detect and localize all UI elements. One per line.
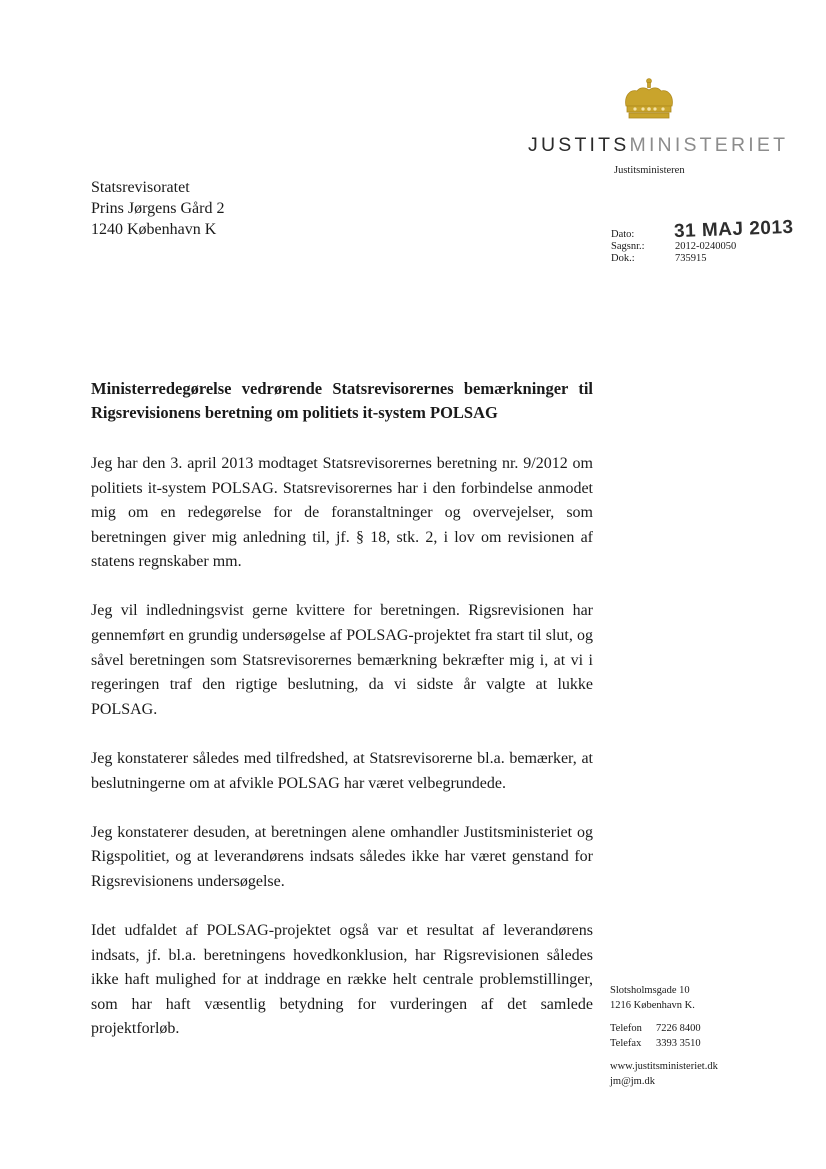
date-stamp: 31 MAJ 2013	[673, 216, 794, 243]
body-paragraph: Jeg vil indledningsvist gerne kvittere for beretningen. Rigsrevisionen har gennemført en grundig undersøgelse af POLSAG-projektet fra start til slut, og såvel beretningen som Statsrevisorernes bemærkning bekræfter mig i, at vi i regeringen traf den rigtige beslutning, da vi sidste år valgte at lukke POLSAG.	[91, 602, 593, 718]
email-link[interactable]: jm@jm.dk	[610, 1076, 655, 1087]
fax-label: Telefax	[610, 1038, 642, 1049]
date-label: Dato:	[611, 229, 635, 240]
body-paragraph: Idet udfaldet af POLSAG-projektet også var et resultat af leverandørens indsats, jf. bl.a. beretningens hovedkonklusion, har Rigsrevisionen således ikke haft mulighed for at inddrage en række helt centrale problemstillinger, som har haft væsentlig betydning for vurderingen af det samlede projektforløb.	[91, 921, 593, 1038]
contact-street: Slotsholmsgade 10	[610, 985, 690, 996]
body-paragraph: Jeg har den 3. april 2013 modtaget Statsrevisorernes beretning nr. 9/2012 om politiets it-system POLSAG. Statsrevisorernes har i den forbindelse anmodet mig om en redegørelse for de foranstaltninger og overvejelser, som beretningen giver mig anledning til, jf. § 18, stk. 2, i lov om revisionen af statens regnskaber mm.	[91, 455, 593, 571]
body-paragraph: Jeg konstaterer desuden, at beretningen alene omhandler Justitsministeriet og Rigspolitiet, og at leverandørens indsats således ikke har været genstand for Rigsrevisionens undersøgelse.	[91, 823, 593, 890]
recipient-street: Prins Jørgens Gård 2	[91, 200, 225, 217]
case-number: 2012-0240050	[675, 241, 737, 252]
minister-signature-line: Justitsministeren	[614, 165, 685, 176]
fax-number: 3393 3510	[656, 1038, 701, 1049]
recipient-name: Statsrevisoratet	[91, 179, 190, 196]
case-label: Sagsnr.:	[611, 241, 645, 252]
doc-label: Dok.:	[611, 253, 635, 264]
doc-number: 735915	[675, 253, 707, 264]
crown-icon	[620, 78, 678, 122]
website-link[interactable]: www.justitsministeriet.dk	[610, 1061, 718, 1072]
phone-number: 7226 8400	[656, 1023, 701, 1034]
recipient-city: 1240 København K	[91, 221, 217, 238]
phone-label: Telefon	[610, 1023, 642, 1034]
letter-subject: Ministerredegørelse vedrørende Statsrevisorernes bemærkninger til Rigsrevisionens beretning om politiets it-system POLSAG	[91, 379, 593, 422]
contact-info	[610, 983, 718, 1097]
ministry-name: JUSTITSMINISTERIET	[528, 134, 789, 156]
body-paragraph: Jeg konstaterer således med tilfredshed, at Statsrevisorerne bl.a. bemærker, at beslutningerne om at afvikle POLSAG har været velbegrundede.	[91, 749, 593, 792]
contact-city: 1216 København K.	[610, 1000, 695, 1011]
letter-body	[91, 452, 593, 1066]
recipient-address	[91, 177, 224, 240]
